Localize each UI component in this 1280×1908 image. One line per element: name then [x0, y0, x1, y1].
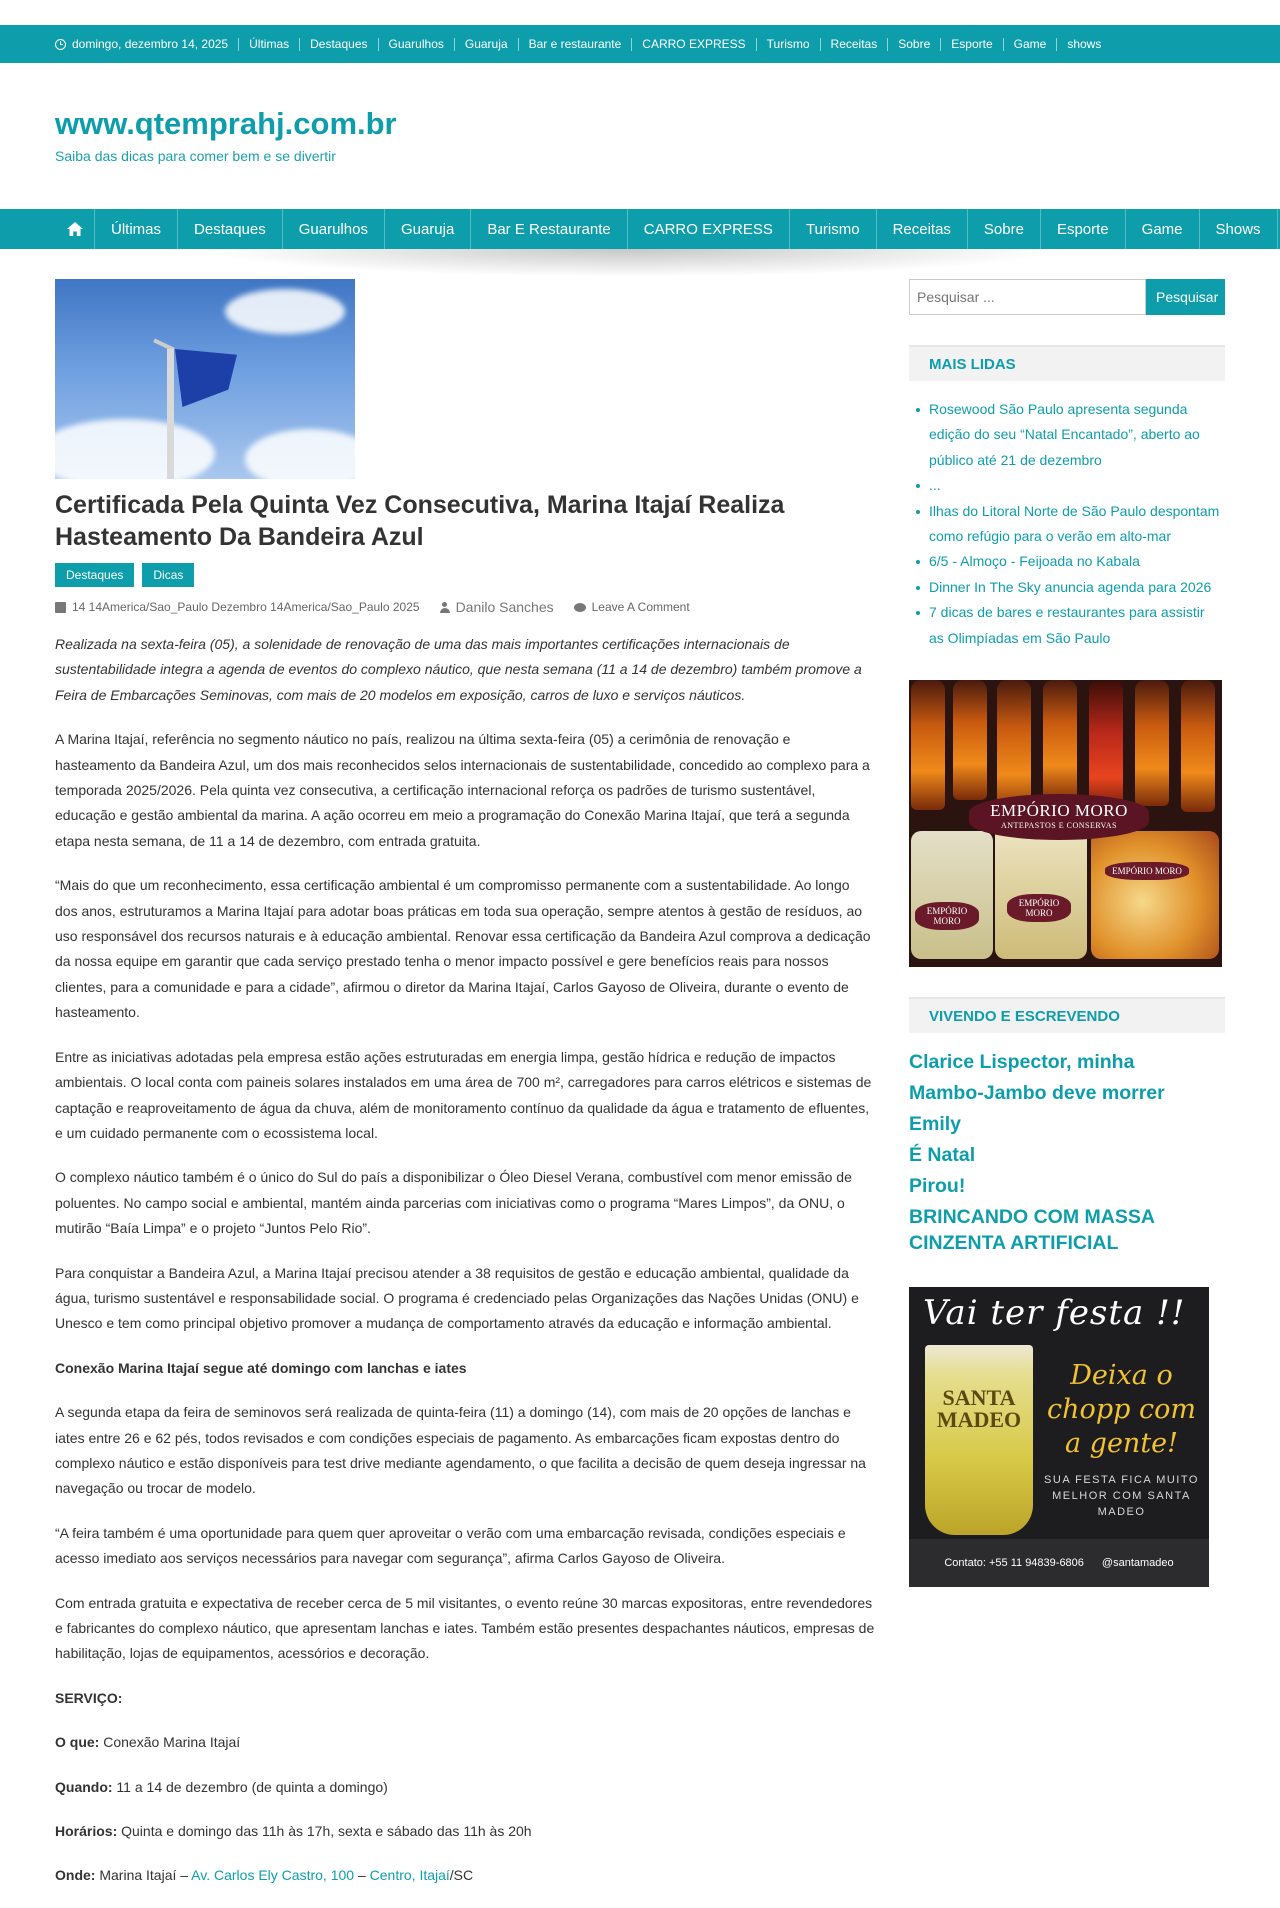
list-item[interactable] — [929, 575, 1225, 600]
vivendo-title: VIVENDO E ESCREVENDO — [909, 997, 1225, 1033]
sauce-bottle — [1181, 680, 1215, 812]
comment-icon — [574, 603, 586, 612]
current-date — [55, 37, 238, 51]
nav-item-guarulhos[interactable]: Guarulhos — [283, 209, 385, 249]
vivendo-link[interactable]: Emily — [909, 1113, 962, 1136]
user-icon — [440, 602, 450, 613]
nav-item-destaques[interactable]: Destaques — [178, 209, 283, 249]
top-link-turismo[interactable]: Turismo — [756, 38, 820, 51]
mais-lidas-title: MAIS LIDAS — [909, 345, 1225, 381]
paragraph: “A feira também é uma oportunidade para quem quer aproveitar o verão com uma embarcação revisada, condições especiais e acesso imediato aos serviços necessários para navegar com segurança”, afirma Carlos Gayoso de Oliveira. — [55, 1524, 846, 1567]
ad2-logo: SANTA MADEO — [936, 1385, 1022, 1433]
jar — [1091, 831, 1219, 959]
top-link-esporte[interactable]: Esporte — [940, 38, 1002, 51]
nav-home[interactable] — [55, 209, 95, 249]
sauce-bottle — [1043, 680, 1077, 802]
mais-lidas-link[interactable]: 6/5 - Almoço - Feijoada no Kabala — [929, 553, 1140, 570]
service-what-value: Conexão Marina Itajaí — [99, 1734, 241, 1751]
site-title[interactable]: www.qtemprahj.com.br — [55, 106, 397, 141]
vivendo-link[interactable]: BRINCANDO COM MASSA CINZENTA ARTIFICIAL — [909, 1206, 1155, 1255]
address-street-link[interactable]: Av. Carlos Ely Castro, 100 — [191, 1867, 355, 1884]
article-title: Certificada Pela Quinta Vez Consecutiva, Marina Itajaí Realiza Hasteamento Da Bandeira Azul — [55, 491, 785, 551]
article — [55, 279, 875, 1908]
service-heading: SERVIÇO: — [55, 1689, 123, 1706]
leave-comment-link[interactable]: Leave A Comment — [591, 600, 690, 614]
service-when-label: Quando: — [55, 1778, 113, 1795]
post-date[interactable]: 14 14America/Sao_Paulo Dezembro 14America/Sao_Paulo 2025 — [72, 600, 420, 614]
ad-brand: EMPÓRIO MORO — [990, 801, 1128, 821]
paragraph: Com entrada gratuita e expectativa de receber cerca de 5 mil visitantes, o evento reúne 30 marcas expositoras, entre revendedores e fabricantes do complexo náutico, que apresentam lanchas e iates. Também estão presentes despachantes náuticos, empresas de habilitação, lojas de equipamentos, acessórios e decoração. — [55, 1594, 875, 1662]
current-date-text: domingo, dezembro 14, 2025 — [72, 37, 229, 51]
sidebar — [909, 279, 1225, 1587]
santa-madeo-ad[interactable] — [909, 1287, 1209, 1587]
mais-lidas-link[interactable]: Dinner In The Sky anuncia agenda para 2026 — [929, 578, 1212, 595]
subheading: Conexão Marina Itajaí segue até domingo com lanchas e iates — [55, 1359, 467, 1376]
search-form — [909, 279, 1225, 315]
top-link-guaruja[interactable]: Guaruja — [454, 38, 518, 51]
vivendo-link[interactable]: Mambo-Jambo deve morrer — [909, 1082, 1165, 1105]
search-input[interactable] — [909, 279, 1146, 315]
paragraph: O complexo náutico também é o único do Sul do país a disponibilizar o Óleo Diesel Verana, combustível com menor emissão de poluentes. No campo social e ambiental, mantém ainda parcerias com iniciativas como o programa “Mares Limpos”, da ONU, o mutirão “Baía Limpa” e o projeto “Juntos Pelo Rio”. — [55, 1169, 852, 1237]
paragraph: “Mais do que um reconhecimento, essa certificação ambiental é um compromisso permanente com a sustentabilidade. Ao longo dos anos, estruturamos a Marina Itajaí para adotar boas práticas em toda sua operação, sempre atentos à gestão de resíduos, ao uso responsável dos recursos naturais e à educação ambiental. Renovar essa certificação da Bandeira Azul comprova a dedicação da nossa equipe em garantir que cada serviço prestado tenha o menor impacto possível e gere benefícios reais para nossos clientes, para a comunidade e para a cidade”, afirmou o diretor da Marina Itajaí, Carlos Gayoso de Oliveira, durante o evento de hasteamento. — [55, 877, 871, 1021]
jar-label: EMPÓRIO MORO — [915, 902, 979, 930]
cloud-shape — [245, 429, 355, 479]
nav-shadow — [200, 249, 1060, 277]
top-link-game[interactable]: Game — [1003, 38, 1057, 51]
jar-label: EMPÓRIO MORO — [1007, 894, 1071, 922]
site-description: Saiba das dicas para comer bem e se divertir — [55, 148, 336, 164]
paragraph: A Marina Itajaí, referência no segmento náutico no país, realizou na última sexta-feira (05) a cerimônia de renovação e hasteamento da Bandeira Azul, um dos mais reconhecidos selos internacionais de sustentabilidade, concedido ao complexo para a temporada 2025/2026. Pela quinta vez consecutiva, a certificação internacional reforça os padrões de turismo sustentável, educação e gestão ambiental da marina. A ação ocorreu em meio a programação do Conexão Marina Itajaí, que terá a segunda etapa nesta semana, de 11 a 14 de dezembro, com entrada gratuita. — [55, 731, 870, 849]
emporio-moro-ad[interactable] — [909, 680, 1222, 967]
cloud-shape — [55, 419, 215, 479]
vivendo-link[interactable]: Clarice Lispector, minha — [909, 1051, 1135, 1074]
top-bar — [0, 25, 1280, 63]
nav-item-carro-express[interactable]: CARRO EXPRESS — [628, 209, 790, 249]
mais-lidas-link[interactable]: Ilhas do Litoral Norte de São Paulo despontam como refúgio para o verão em alto-mar — [929, 502, 1220, 545]
top-link-carro-express[interactable]: CARRO EXPRESS — [631, 38, 755, 51]
article-body — [55, 632, 875, 1889]
nav-item-bar-restaurante[interactable]: Bar E Restaurante — [471, 209, 627, 249]
paragraph: Entre as iniciativas adotadas pela empresa estão ações estruturadas em energia limpa, gestão hídrica e redução de impactos ambientais. O local conta com paineis solares instalados em uma área de 700 m², carregadores para carros elétricos e sistemas de captação e reaproveitamento de água da chuva, além de monitoramento contínuo da qualidade da água e tratamento de efluentes, e um cuidado permanente com o ecossistema local. — [55, 1048, 872, 1141]
jar — [911, 831, 993, 959]
service-where-separator: – — [354, 1867, 370, 1884]
ad2-script: Deixa o chopp com a gente! — [1047, 1360, 1196, 1460]
home-icon — [67, 222, 83, 236]
service-hours — [55, 1819, 875, 1844]
mais-lidas-link[interactable]: ... — [929, 477, 941, 494]
top-link-shows[interactable]: shows — [1056, 38, 1111, 51]
sauce-bottle — [1089, 680, 1123, 810]
nav-item-esporte[interactable]: Esporte — [1041, 209, 1126, 249]
list-item[interactable] — [929, 473, 1225, 498]
search-button[interactable]: Pesquisar — [1146, 279, 1225, 315]
ad-banner — [969, 794, 1149, 840]
ad2-handle: @santamadeo — [1101, 1557, 1174, 1570]
ad2-subtitle: SUA FESTA FICA MUITO MELHOR COM SANTA MADEO — [1044, 1474, 1199, 1519]
address-district-link[interactable]: Centro, Itajaí — [369, 1867, 450, 1884]
ad2-contact: Contato: +55 11 94839-6806 — [944, 1557, 1084, 1570]
paragraph: Para conquistar a Bandeira Azul, a Marina Itajaí precisou atender a 38 requisitos de gestão e educação ambiental, qualidade da água, turismo sustentável e responsabilidade social. O programa é credenciado pelas Organizações das Nações Unidas (ONU) e Unesco e tem como principal objetivo promover a mudança de comportamento através da educação e informação ambiental. — [55, 1264, 859, 1332]
vivendo-list — [909, 1049, 1225, 1256]
service-where-prefix: Marina Itajaí – — [95, 1867, 192, 1884]
top-link-guarulhos[interactable]: Guarulhos — [378, 38, 454, 51]
category-destaques[interactable]: Destaques — [55, 563, 134, 587]
sauce-bottle — [953, 680, 987, 800]
ad2-contact-bar — [909, 1539, 1209, 1587]
top-link-receitas[interactable]: Receitas — [820, 38, 888, 51]
vivendo-link[interactable]: Pirou! — [909, 1175, 966, 1198]
nav-item-ultimas[interactable]: Últimas — [95, 209, 178, 249]
main-nav — [0, 209, 1280, 249]
nav-item-turismo[interactable]: Turismo — [790, 209, 877, 249]
list-item[interactable] — [929, 549, 1225, 574]
mais-lidas-link[interactable]: Rosewood São Paulo apresenta segunda edição do seu “Natal Encantado”, aberto ao público até 21 de dezembro — [929, 401, 1200, 468]
ad2-headline: Vai ter festa !! — [923, 1293, 1186, 1334]
jar — [995, 819, 1087, 959]
clock-icon — [55, 39, 66, 50]
paragraph: A segunda etapa da feira de seminovos será realizada de quinta-feira (11) a domingo (14), com mais de 20 opções de lanchas e iates entre 26 e 62 pés, todos revisados e com condições especiais de pagamento. As embarcações ficam expostas dentro do complexo náutico e estão disponíveis para test drive mediante agendamento, o que facilita a decisão de quem deseja ingressar na navegação ou trocar de modelo. — [55, 1404, 866, 1497]
list-item[interactable] — [929, 397, 1225, 473]
list-item[interactable] — [929, 499, 1225, 550]
chopp-glass — [925, 1345, 1033, 1535]
service-where-label: Onde: — [55, 1867, 96, 1884]
article-lead: Realizada na sexta-feira (05), a solenidade de renovação de uma das mais importantes certificações internacionais de sustentabilidade integra a agenda de eventos do complexo náutico, que nesta semana (11 a 14 de dezembro) também promove a Feira de Embarcações Seminovas, com mais de 20 modelos em exposição, carros de luxo e serviços náuticos. — [55, 636, 862, 703]
top-link-bar-restaurante[interactable]: Bar e restaurante — [518, 38, 632, 51]
calendar-icon — [55, 602, 66, 613]
top-link-destaques[interactable]: Destaques — [299, 38, 377, 51]
blue-flag — [175, 349, 237, 407]
category-dicas[interactable]: Dicas — [142, 563, 194, 587]
ad-tagline: ANTEPASTOS E CONSERVAS — [1000, 821, 1118, 831]
nav-item-game[interactable]: Game — [1126, 209, 1200, 249]
service-when-value: 11 a 14 de dezembro (de quinta a domingo) — [112, 1778, 388, 1795]
service-hours-value: Quinta e domingo das 11h às 17h, sexta e sábado das 11h às 20h — [117, 1823, 532, 1840]
top-link-sobre[interactable]: Sobre — [887, 38, 940, 51]
service-what-label: O que: — [55, 1734, 100, 1751]
featured-image[interactable] — [55, 279, 355, 479]
flag-pole — [167, 349, 174, 479]
nav-item-sobre[interactable]: Sobre — [968, 209, 1041, 249]
mais-lidas-link[interactable]: 7 dicas de bares e restaurantes para assistir as Olimpíadas em São Paulo — [929, 604, 1205, 646]
nav-item-receitas[interactable]: Receitas — [877, 209, 968, 249]
cloud-shape — [225, 289, 345, 334]
mais-lidas-list — [909, 397, 1225, 651]
jar-label: EMPÓRIO MORO — [1105, 862, 1189, 880]
sauce-bottle — [1135, 680, 1169, 806]
post-author[interactable]: Danilo Sanches — [455, 599, 554, 615]
sauce-bottle — [911, 680, 945, 810]
service-hours-label: Horários: — [55, 1823, 118, 1840]
nav-item-shows[interactable]: Shows — [1200, 209, 1278, 249]
post-meta — [55, 599, 875, 615]
service-where-suffix: /SC — [449, 1867, 474, 1884]
list-item[interactable] — [929, 600, 1225, 651]
service-when — [55, 1775, 875, 1800]
vivendo-link[interactable]: É Natal — [909, 1144, 976, 1167]
service-where — [55, 1863, 875, 1888]
top-link-ultimas[interactable]: Últimas — [238, 38, 299, 51]
category-tags — [55, 563, 875, 587]
nav-item-guaruja[interactable]: Guaruja — [385, 209, 471, 249]
service-what — [55, 1730, 875, 1755]
